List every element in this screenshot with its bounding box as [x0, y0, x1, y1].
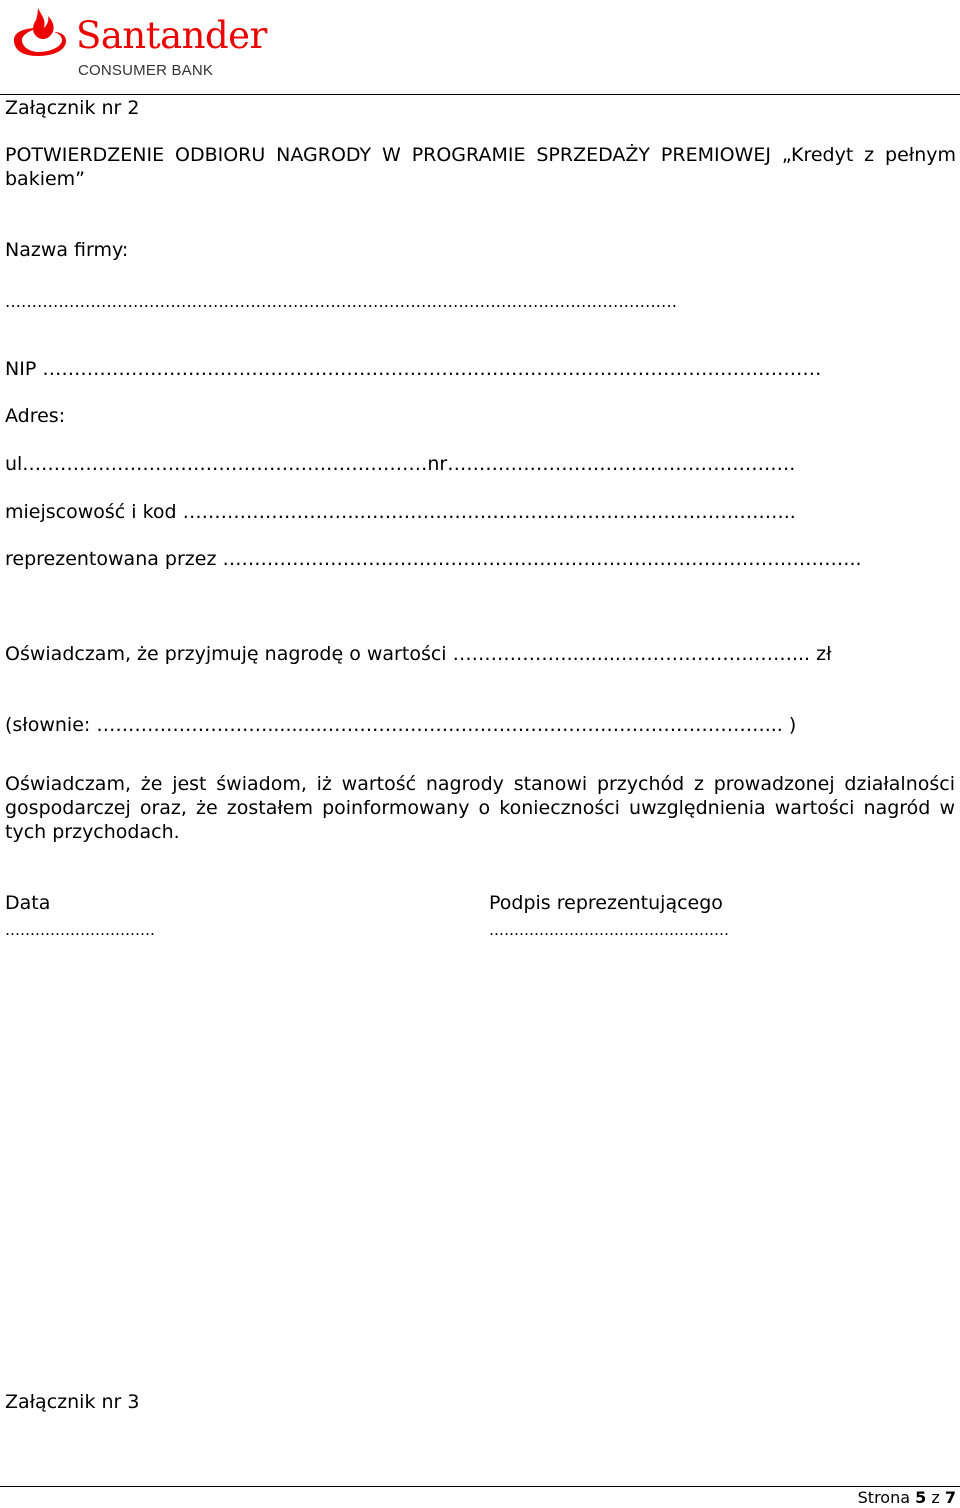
annex-2-label: Załącznik nr 2: [5, 97, 140, 119]
document-title: POTWIERDZENIE ODBIORU NAGRODY W PROGRAMIE SPRZEDAŻY PREMIOWEJ „Kredyt z pełnym bakiem”: [5, 144, 956, 190]
page-prefix: Strona: [857, 1488, 911, 1507]
date-label: Data: [5, 892, 51, 914]
amount-field[interactable]: Oświadczam, że przyjmuję nagrodę o wartości ……………….........………………………... zł: [5, 643, 832, 665]
representative-field[interactable]: reprezentowana przez ………………………………………………………………………………………..: [5, 548, 862, 570]
brand-name: Santander: [76, 14, 267, 57]
page-number: [858, 1488, 956, 1508]
header-rule: [0, 94, 960, 95]
street-field[interactable]: ul.………………………………………………………nr……………………………………………….: [5, 453, 796, 475]
statement-paragraph: Oświadczam, że jest świadom, iż wartość nagrody stanowi przychód z prowadzonej działalności gospodarczej oraz, że zostałem poinformowany o konieczności uwzględnienia wartości nagród w tych przychodach.: [5, 773, 955, 843]
brand-subtitle: CONSUMER BANK: [78, 62, 214, 79]
signature-field[interactable]: …………………………………………: [489, 921, 729, 939]
page-total: 7: [944, 1488, 956, 1507]
page-current: 5: [915, 1488, 927, 1507]
company-field[interactable]: ………………………………………………………………………………………………………………: [5, 292, 677, 311]
company-label: Nazwa firmy:: [5, 239, 129, 261]
santander-logo: [10, 6, 267, 82]
annex-3-label: Załącznik nr 3: [5, 1391, 140, 1413]
date-field[interactable]: …………………………: [5, 921, 155, 939]
page-separator: z: [931, 1488, 940, 1507]
flame-icon: [10, 6, 66, 58]
address-label: Adres:: [5, 405, 66, 427]
amount-words-field[interactable]: (słownie: ………………………..........……………………………………………………………... ): [5, 714, 797, 736]
city-field[interactable]: miejscowość i kod ………………………..…………………………………………………………..: [5, 501, 796, 523]
signature-label: Podpis reprezentującego: [489, 892, 723, 914]
footer-rule: [0, 1486, 960, 1487]
nip-field[interactable]: NIP ……………………………………………………………………………………………………………: [5, 358, 822, 380]
